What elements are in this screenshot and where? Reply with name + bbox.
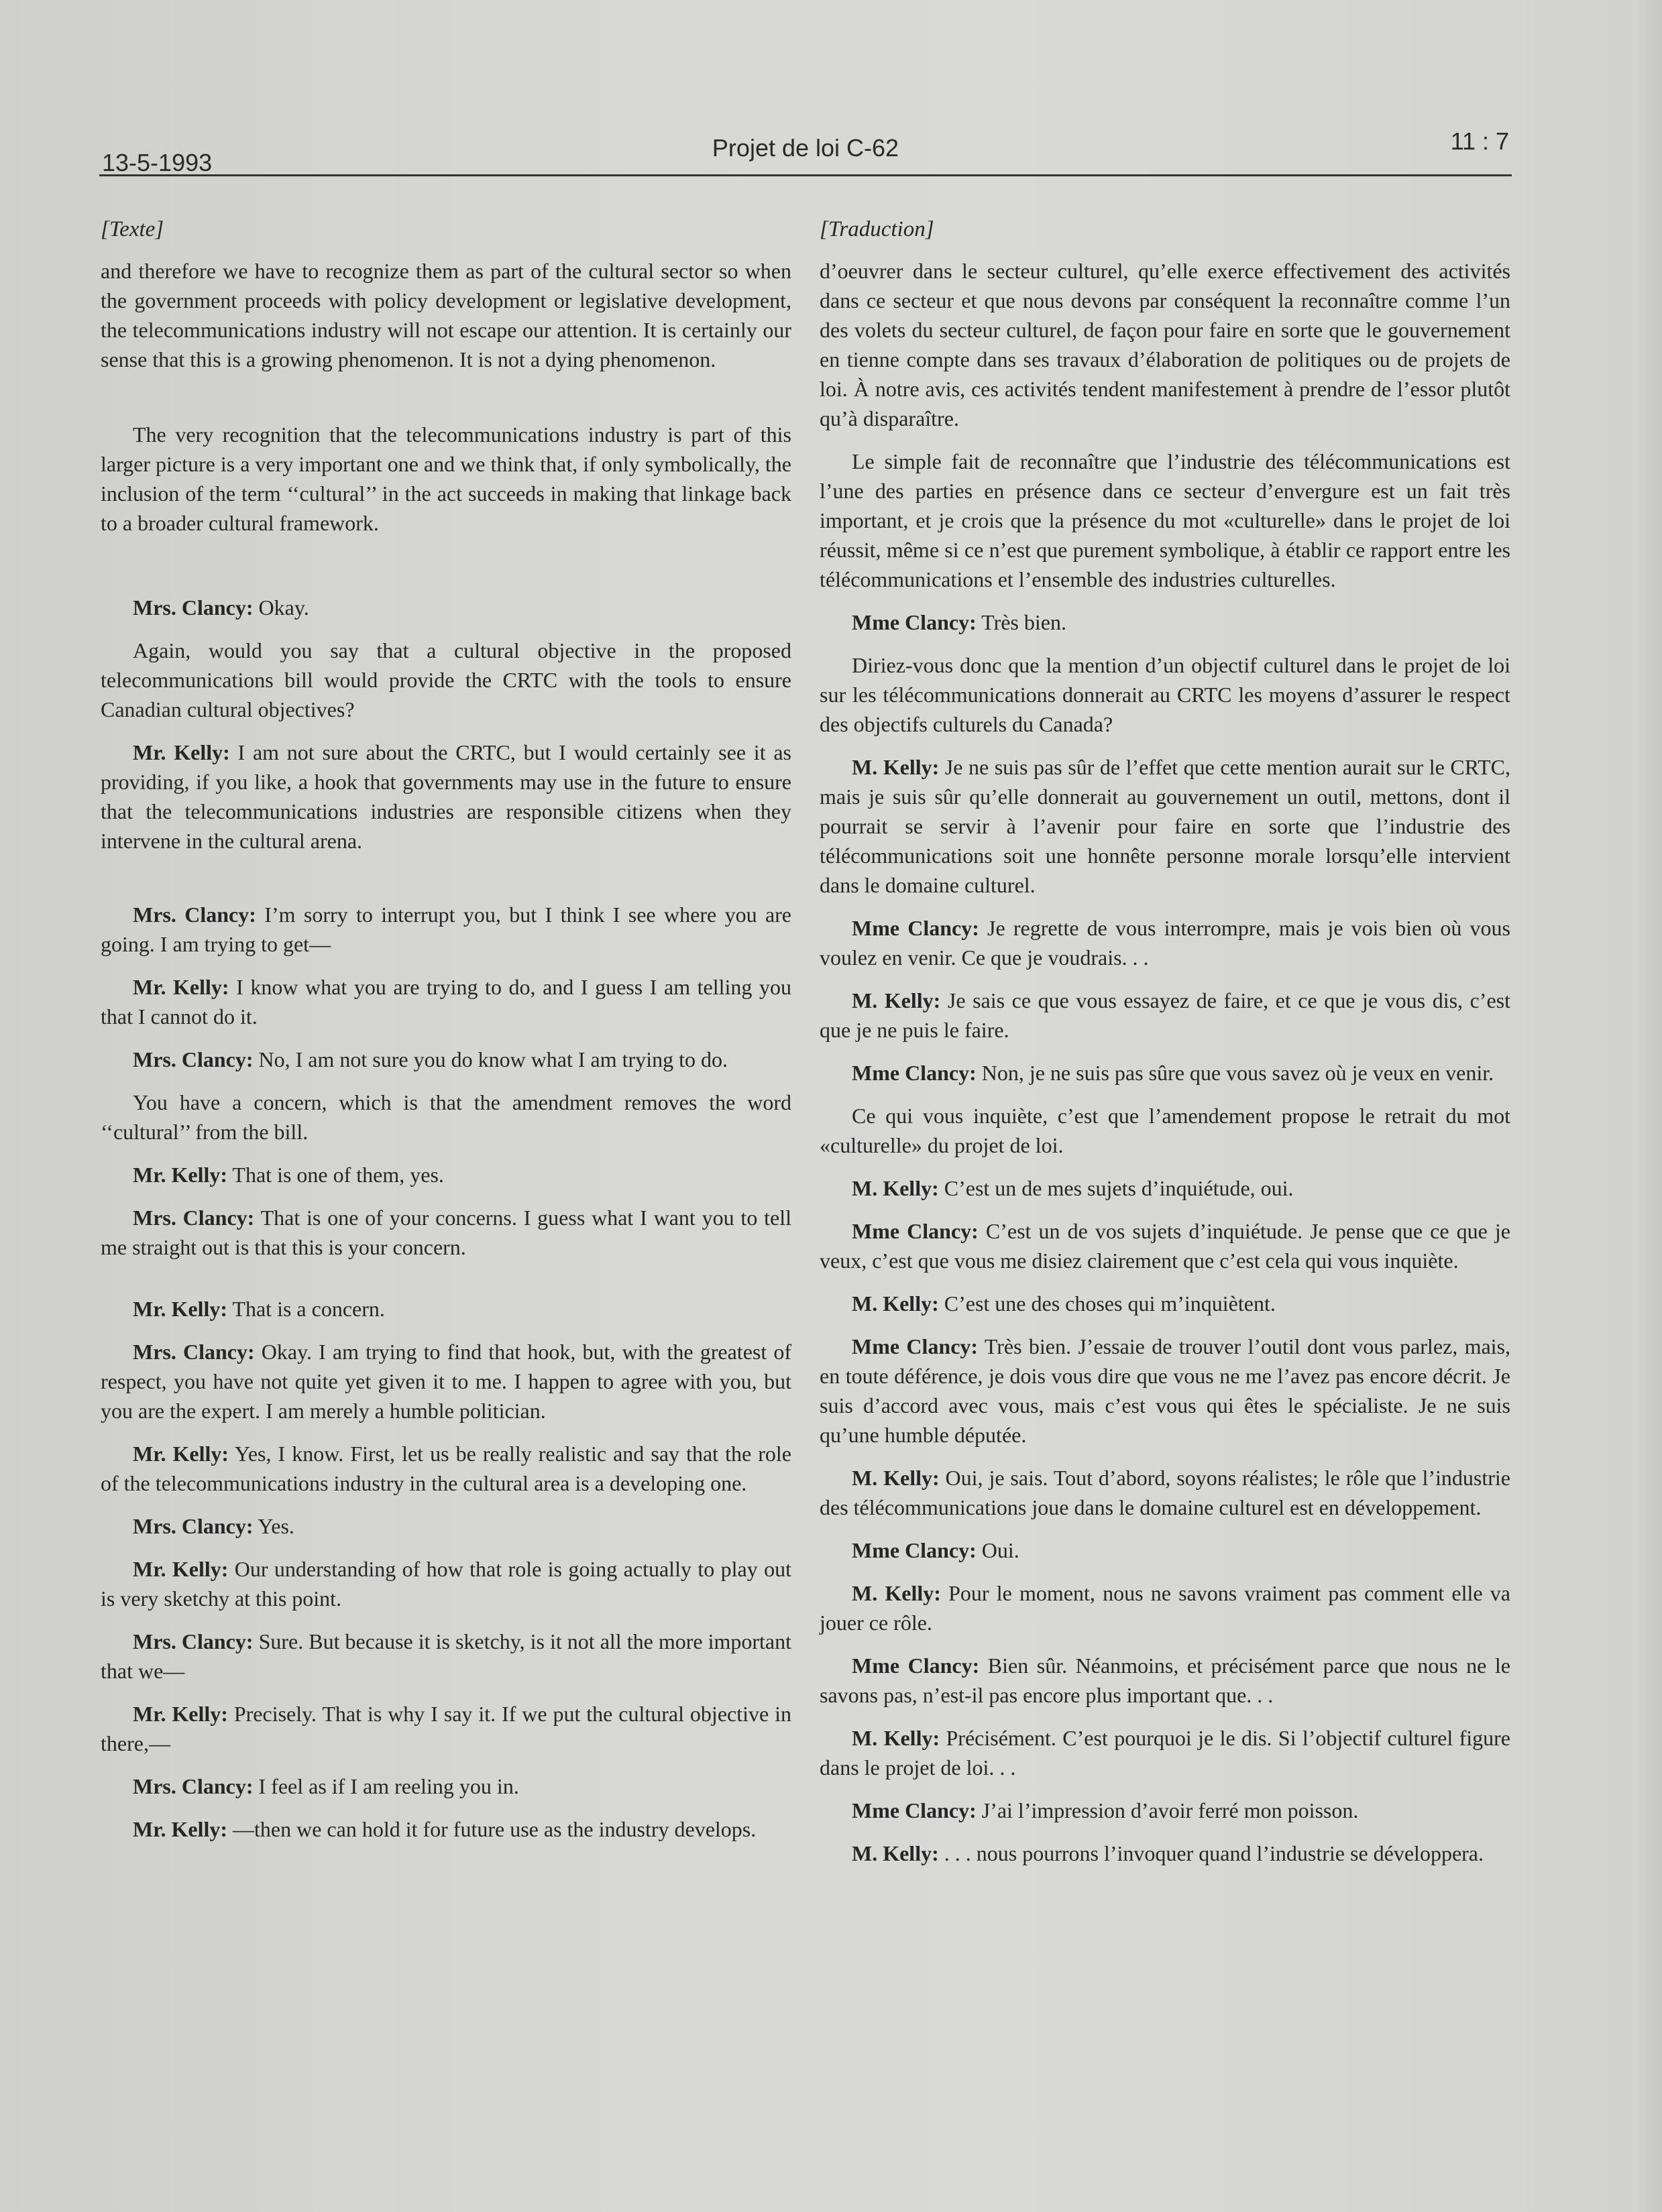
speaker-name: Mr. Kelly: bbox=[133, 1442, 229, 1466]
header-title: Projet de loi C-62 bbox=[712, 134, 899, 162]
speaker-name: Mr. Kelly: bbox=[133, 1557, 229, 1581]
paragraph: The very recognition that the telecommunications industry is part of this larger picture is a very important one and we think that, if only symbolically, the inclusion of the term ‘‘cultural’’ in the act succeeds in making that linkage back to a broader cultural framework. bbox=[101, 422, 791, 535]
paragraph: M. Kelly: . . . nous pourrons l’invoquer quand l’industrie se développera. bbox=[852, 1841, 1484, 1865]
paragraph: Mr. Kelly: Our understanding of how that role is going actually to play out is very sketchy at this point. bbox=[101, 1557, 792, 1611]
speaker-name: Mr. Kelly: bbox=[133, 1702, 228, 1726]
speaker-name: M. Kelly: bbox=[852, 1176, 939, 1200]
paragraph: Mrs. Clancy: Sure. But because it is sketchy, is it not all the more important that we— bbox=[101, 1629, 792, 1683]
paragraph: Mme Clancy: Oui. bbox=[852, 1538, 1019, 1562]
paragraph: Mr. Kelly: That is one of them, yes. bbox=[133, 1163, 444, 1187]
paragraph: Mme Clancy: Très bien. bbox=[852, 610, 1066, 634]
paragraph: Mme Clancy: J’ai l’impression d’avoir ferré mon poisson. bbox=[852, 1798, 1359, 1822]
speaker-name: M. Kelly: bbox=[852, 1726, 940, 1750]
paragraph: M. Kelly: Je ne suis pas sûr de l’effet que cette mention aurait sur le CRTC, mais je suis sûr qu’elle donnerait au gouvernement un outil, mettons, dont il pourrait se servir à l’avenir pour faire en sorte que l’industrie des télécommunications soit une honnête personne morale lorsqu’elle intervient dans le domaine culturel. bbox=[820, 755, 1511, 897]
speaker-name: Mr. Kelly: bbox=[133, 740, 230, 764]
header-date: 13-5-1993 bbox=[102, 149, 213, 176]
paragraph: Mme Clancy: Je regrette de vous interrompre, mais je vois bien où vous voulez en venir. Ce que je voudrais. . . bbox=[820, 916, 1511, 970]
speaker-name: Mme Clancy: bbox=[852, 916, 979, 940]
speaker-name: Mrs. Clancy: bbox=[133, 1514, 254, 1538]
paragraph: Le simple fait de reconnaître que l’industrie des télécommunications est l’une des parties en présence dans ce secteur d’envergure est un fait très important, et je crois que la présence du mot «culturelle» dans le projet de loi réussit, même si ce n’est que purement symbolique, à établir ce rapport entre les télécommunications et l’ensemble des industries culturelles. bbox=[820, 449, 1510, 591]
paragraph: M. Kelly: Je sais ce que vous essayez de faire, et ce que je vous dis, c’est que je ne puis le faire. bbox=[820, 988, 1511, 1042]
speaker-name: Mrs. Clancy: bbox=[133, 1340, 255, 1364]
speaker-name: Mme Clancy: bbox=[852, 1798, 977, 1822]
speaker-name: M. Kelly: bbox=[852, 988, 941, 1012]
speaker-name: Mme Clancy: bbox=[852, 1334, 979, 1358]
paragraph: Mr. Kelly: Yes, I know. First, let us be really realistic and say that the role of the telecommunications industry in the cultural area is a developing one. bbox=[101, 1442, 792, 1495]
speaker-name: Mme Clancy: bbox=[852, 1653, 980, 1678]
french-column bbox=[820, 215, 1510, 1881]
speaker-name: Mrs. Clancy: bbox=[133, 1206, 255, 1230]
paragraph: Mrs. Clancy: Okay. bbox=[133, 595, 309, 620]
paragraph: Mr. Kelly: That is a concern. bbox=[133, 1297, 385, 1321]
paragraph: Mr. Kelly: I am not sure about the CRTC, but I would certainly see it as providing, if you like, a hook that governments may use in the future to ensure that the telecommunications industries are responsible citizens when they intervene in the cultural arena. bbox=[101, 740, 792, 853]
speaker-name: M. Kelly: bbox=[852, 755, 940, 779]
paragraph: Mrs. Clancy: Yes. bbox=[133, 1514, 294, 1538]
speaker-name: Mrs. Clancy: bbox=[133, 1629, 254, 1653]
speaker-name: M. Kelly: bbox=[852, 1291, 939, 1316]
paragraph: M. Kelly: Précisément. C’est pourquoi je le dis. Si l’objectif culturel figure dans le projet de loi. . . bbox=[820, 1726, 1511, 1780]
paragraph: M. Kelly: C’est un de mes sujets d’inquiétude, oui. bbox=[852, 1176, 1294, 1200]
speaker-name: Mrs. Clancy: bbox=[133, 1047, 254, 1071]
speaker-name: Mr. Kelly: bbox=[133, 1817, 227, 1841]
speaker-name: Mme Clancy: bbox=[852, 1061, 977, 1085]
paragraph: M. Kelly: C’est une des choses qui m’inquiètent. bbox=[852, 1291, 1276, 1316]
paragraph: Mrs. Clancy: That is one of your concerns. I guess what I want you to tell me straight out is that this is your concern. bbox=[101, 1206, 792, 1259]
paragraph: and therefore we have to recognize them as part of the cultural sector so when the government proceeds with policy development or legislative development, the telecommunications industry will not escape our attention. It is certainly our sense that this is a growing phenomenon. It is not a dying phenomenon. bbox=[101, 259, 791, 371]
speaker-name: Mr. Kelly: bbox=[133, 975, 229, 999]
paragraph: M. Kelly: Pour le moment, nous ne savons vraiment pas comment elle va jouer ce rôle. bbox=[820, 1581, 1511, 1635]
speaker-name: Mrs. Clancy: bbox=[133, 595, 254, 620]
english-column bbox=[101, 215, 791, 1857]
paragraph: Ce qui vous inquiète, c’est que l’amendement propose le retrait du mot «culturelle» du projet de loi. bbox=[820, 1104, 1510, 1157]
page-edge-shadow bbox=[1635, 0, 1662, 2212]
paragraph: Mrs. Clancy: I’m sorry to interrupt you, but I think I see where you are going. I am trying to get— bbox=[101, 903, 792, 956]
speaker-name: Mrs. Clancy: bbox=[133, 903, 256, 927]
column-label-texte: [Texte] bbox=[101, 217, 164, 241]
paragraph: Mme Clancy: Très bien. J’essaie de trouver l’outil dont vous parlez, mais, en toute déférence, je dois vous dire que vous ne me l’avez pas encore décrit. Je suis d’accord avec vous, mais c’est vous qui êtes le spécialiste. Je ne suis qu’une humble députée. bbox=[820, 1334, 1511, 1447]
paragraph: Mme Clancy: Bien sûr. Néanmoins, et précisément parce que nous ne le savons pas, n’est-il pas encore plus important que. . . bbox=[820, 1653, 1510, 1707]
speaker-name: M. Kelly: bbox=[852, 1466, 940, 1490]
speaker-name: M. Kelly: bbox=[852, 1841, 939, 1865]
paragraph: Mrs. Clancy: No, I am not sure you do know what I am trying to do. bbox=[133, 1047, 728, 1071]
paragraph: Mme Clancy: Non, je ne suis pas sûre que vous savez où je veux en venir. bbox=[852, 1061, 1494, 1085]
speaker-name: M. Kelly: bbox=[852, 1581, 941, 1605]
column-label-traduction: [Traduction] bbox=[820, 217, 934, 241]
paragraph: Mme Clancy: C’est un de vos sujets d’inquiétude. Je pense que ce que je veux, c’est que vous me disiez clairement que c’est cela qui vous inquiète. bbox=[820, 1219, 1511, 1273]
speaker-name: Mr. Kelly: bbox=[133, 1163, 227, 1187]
paragraph: Mr. Kelly: Precisely. That is why I say it. If we put the cultural objective in there,— bbox=[101, 1702, 792, 1755]
speaker-name: Mme Clancy: bbox=[852, 610, 977, 634]
speaker-name: Mrs. Clancy: bbox=[133, 1774, 254, 1798]
paragraph: Mrs. Clancy: Okay. I am trying to find that hook, but, with the greatest of respect, you have not quite yet given it to me. I happen to agree with you, but you are the expert. I am merely a humble politician. bbox=[101, 1340, 792, 1423]
speaker-name: Mr. Kelly: bbox=[133, 1297, 227, 1321]
paragraph: Again, would you say that a cultural objective in the proposed telecommunications bill would provide the CRTC with the tools to ensure Canadian cultural objectives? bbox=[101, 638, 791, 721]
paragraph: Mr. Kelly: —then we can hold it for future use as the industry develops. bbox=[133, 1817, 757, 1841]
page-header bbox=[99, 127, 1512, 176]
paragraph: Mrs. Clancy: I feel as if I am reeling you in. bbox=[133, 1774, 519, 1798]
header-page-number: 11 : 7 bbox=[1450, 127, 1509, 155]
paragraph: Mr. Kelly: I know what you are trying to do, and I guess I am telling you that I cannot do it. bbox=[101, 975, 792, 1029]
paragraph: You have a concern, which is that the amendment removes the word ‘‘cultural’’ from the bill. bbox=[101, 1090, 791, 1144]
speaker-name: Mme Clancy: bbox=[852, 1219, 979, 1243]
paragraph: M. Kelly: Oui, je sais. Tout d’abord, soyons réalistes; le rôle que l’industrie des télécommunications joue dans le domaine culturel est en développement. bbox=[820, 1466, 1511, 1519]
speaker-name: Mme Clancy: bbox=[852, 1538, 977, 1562]
paragraph: Diriez-vous donc que la mention d’un objectif culturel dans le projet de loi sur les télécommunications donnerait au CRTC les moyens d’assurer le respect des objectifs culturels du Canada? bbox=[820, 653, 1510, 736]
paragraph: d’oeuvrer dans le secteur culturel, qu’elle exerce effectivement des activités dans ce secteur et que nous devons par conséquent la reconnaître comme l’un des volets du secteur culturel, de façon pour faire en sorte que le gouvernement en tienne compte dans ses travaux d’élaboration de politiques ou de projets de loi. À notre avis, ces activités tendent manifestement à prendre de l’essor plutôt qu’à disparaître. bbox=[820, 259, 1510, 430]
